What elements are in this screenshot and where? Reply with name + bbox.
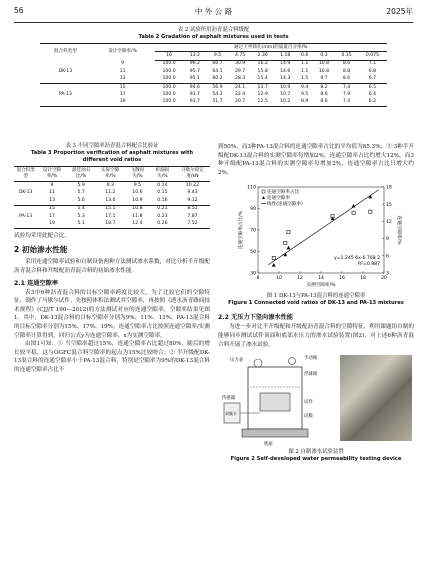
t2-cell: 10.8	[318, 61, 330, 67]
page-number: 56	[14, 6, 24, 15]
t2-header-group: 通过下列筛孔(mm)的质量百分率/%	[155, 44, 387, 52]
t3-cell: 10.9	[132, 197, 143, 203]
label-pedestal: 底座	[264, 442, 273, 448]
t2-cell: 60.2	[212, 76, 223, 82]
table3	[14, 166, 210, 229]
x-tick-label: 8	[256, 276, 260, 282]
t3-cell: 9.5	[133, 183, 142, 188]
t3-cell: 12.4	[132, 220, 143, 226]
table-row	[40, 83, 387, 91]
t2-cell: 30.9	[234, 61, 246, 67]
t3-cell: 0.14	[157, 183, 168, 188]
t2-cell: 1.1	[300, 61, 309, 67]
data-point-ratio	[272, 257, 275, 260]
data-point-ratio	[287, 231, 290, 234]
fit-equation: y=1.245 6x-6.768 2	[333, 256, 380, 262]
y-right-axis-label: 连通空隙率/%	[396, 215, 401, 245]
t2-cell: 14.3	[280, 76, 291, 82]
t2-cell: 22.4	[234, 91, 246, 97]
t2-void-cell: 17	[119, 91, 126, 97]
t2-cell: 15.4	[257, 76, 268, 82]
figure1-caption-en: Figure 1 Connected void ratios of DK-13 and PA-13 mixtures	[228, 300, 404, 307]
t2-cell: 8.6	[342, 76, 351, 82]
t3-cell: 5.3	[77, 213, 85, 219]
table-row	[14, 220, 210, 228]
legend-label: 连通空隙率	[267, 196, 290, 202]
t2-cell: 12.5	[257, 99, 268, 105]
legend-label: 连通空隙率占比	[267, 190, 300, 196]
t2-cell: 14.9	[280, 61, 291, 67]
y-left-tick-label: 90	[250, 207, 256, 213]
label-mold: 试模	[304, 414, 313, 420]
t2-sieve-header: 2.36	[251, 52, 274, 60]
t2-sieve-header: 1.18	[274, 52, 297, 60]
y-left-tick-label: 50	[250, 250, 256, 256]
t2-cell: 93.7	[189, 91, 200, 97]
t2-cell: 51.7	[212, 99, 223, 105]
t2-cell: 7.4	[342, 84, 351, 90]
data-point-connected	[272, 263, 276, 267]
t2-cell: 94.6	[189, 84, 200, 90]
t3-cell: 9.43	[187, 190, 198, 196]
t2-cell: 8.2	[320, 84, 328, 90]
fit-r2: R²=0.987	[357, 262, 380, 268]
y-right-tick-label: 18	[386, 185, 392, 191]
table3-caption-en: Table 3 Proportion verification of asphalt mixtures with different void ratios	[30, 150, 194, 163]
t2-cell: 100.0	[162, 76, 176, 82]
t3-cell: 10.6	[132, 190, 143, 196]
t2-cell: 100.0	[162, 84, 176, 90]
t3-header: 实际空隙率/%	[96, 167, 125, 182]
table2-caption-cn: 表 2 试验所用沥青混合料级配	[177, 27, 250, 33]
table-row	[14, 213, 210, 220]
paragraph-2-1: 表3中6种沥青混合料的目标空隙率跨度比较大，为了比较它们的空隙特征，制作了马歇尔试件。先按照体积法测试其空隙率，再按照《透水沥青路面技术规程》(CJJ/T 190—2012)的方法测试对应的连通空隙率，空隙率结果见图1。其中，DK-13混合料的目标空隙率分别为9%、11%、13%，PA-13混合料的目标空隙率分别为15%、17%、19%；连通空隙率占比按照连通空隙率/实测空隙率计算得到，回归公式y为连通空隙率，x为实测空隙率。	[14, 289, 210, 339]
t3-header: 析漏损失/%	[150, 167, 175, 182]
t2-sieve-header: 4.75	[229, 52, 252, 60]
figure1-container	[218, 181, 414, 293]
table2	[40, 43, 387, 107]
t3-cell: 0.16	[157, 197, 168, 203]
t2-void-cell: 13	[119, 76, 126, 82]
t2-cell: 8.8	[342, 68, 351, 74]
t3-cell: 5.6	[77, 197, 85, 203]
t2-cell: 16.2	[257, 61, 268, 67]
t2-cell: 56.9	[212, 84, 223, 90]
label-float-valve: 浮球阀	[304, 372, 318, 378]
t3-cell: 10.22	[185, 183, 200, 188]
y-right-tick-label: 9	[386, 237, 389, 243]
t3-cell: 9.12	[187, 197, 198, 203]
label-pressure-gauge: 压力表	[230, 358, 244, 364]
t2-cell: 6.5	[368, 84, 377, 90]
y-right-tick-label: 3	[386, 271, 389, 277]
y-right-tick-label: 6	[386, 254, 389, 260]
table-row	[40, 91, 387, 98]
figure2-caption-en: Figure 2 Self-developed water permeability testing device	[230, 456, 402, 463]
t3-cell: 11.8	[132, 213, 143, 219]
t3-cell: 15	[49, 206, 55, 212]
t3-cell: 8.51	[187, 206, 198, 212]
t2-group-name: DK-13	[58, 68, 73, 74]
t3-cell: 17.1	[105, 213, 116, 219]
legend-marker-triangle	[262, 196, 265, 199]
t2-cell: 100.0	[162, 61, 176, 67]
subsection-heading-2-1: 2.1 连通空隙率	[14, 279, 59, 287]
t3-cell: 5.1	[77, 220, 85, 226]
t2-cell: 64.1	[212, 68, 223, 74]
subsection-heading-2-2: 2.2 无压力下竖向渗水性能	[218, 314, 293, 322]
legend-marker-square	[262, 190, 265, 193]
label-specimen: 试件	[304, 400, 313, 406]
t3-cell: 9	[50, 183, 54, 188]
t2-cell: 7.1	[368, 61, 377, 67]
t3-cell: 0.15	[157, 190, 168, 196]
table-row	[14, 197, 210, 205]
figure2-caption-cn: 图 2 自制渗水试验装置	[288, 449, 344, 456]
t3-cell: 7.87	[187, 213, 198, 219]
t2-group-name: PA-13	[58, 91, 72, 97]
t3-cell: 0.23	[157, 213, 168, 219]
t2-void-cell: 19	[119, 99, 126, 105]
journal-year: 2025年	[386, 7, 413, 16]
t2-sieve-header: 0.15	[335, 52, 358, 60]
t2-cell: 8.9	[300, 99, 309, 105]
figure1-chart	[218, 181, 414, 293]
x-tick-label: 20	[381, 276, 387, 282]
data-point-ratio	[352, 212, 355, 215]
t2-sieve-header: 13.2	[184, 52, 207, 60]
figure1-caption-cn: 图 1 DK-13与PA-13混合料的连通空隙率	[266, 293, 366, 300]
t3-cell: 11	[49, 190, 55, 196]
t3-cell: 15.1	[105, 206, 116, 212]
table-row	[14, 205, 210, 213]
t2-cell: 15.8	[257, 68, 268, 74]
figure2-container	[218, 353, 414, 449]
figure2-schematic	[220, 353, 336, 449]
t3-cell: 11.2	[105, 190, 116, 196]
t2-cell: 100.0	[162, 68, 176, 74]
t2-cell: 95.1	[189, 76, 200, 82]
t2-sieve-header: 0.075	[358, 52, 387, 60]
t2-cell: 9.5	[300, 91, 309, 97]
t2-cell: 9.7	[320, 76, 328, 82]
paragraph-after-table3: 试验均采用此配合比。	[14, 232, 70, 239]
y-left-tick-label: 30	[250, 271, 256, 277]
t2-cell: 6.8	[368, 68, 377, 74]
t3-cell: 0.26	[157, 220, 168, 226]
paragraph-2-2: 为进一步对比半开级配和开级配沥青混合料的空隙特征，利用课题组自制的能够同步测试试件顶面和底部水压力的渗水试验装置(图2)，对上述6种沥青混合料开展了渗水试验。	[218, 324, 414, 348]
t3-cell: 7.52	[187, 220, 198, 226]
t3-cell: 5.9	[77, 183, 85, 188]
t2-sieve-header: 9.5	[206, 52, 229, 60]
t2-cell: 10.9	[280, 84, 291, 90]
section-heading-2: 2 初始渗水性能	[14, 245, 68, 255]
paragraph-2-1-result: 由图1可知：① 当空隙率超过15%，连通空隙率占比超过80%，随后的增长较平稳，这与OGFC混合料空隙率的起点为15%比较吻合；② 半开级配DK-13混合料的连通空隙率小于PA-13混合料，特别是空隙率为9%的DK-13混合料的连通空隙率占比不	[14, 341, 210, 373]
t3-cell: 19	[49, 220, 55, 226]
t3-cell: 10.8	[132, 206, 143, 212]
t2-cell: 96.2	[189, 61, 200, 67]
x-tick-label: 16	[339, 276, 345, 282]
t3-cell: 13	[49, 197, 55, 203]
t3-header: 混合料类型	[14, 167, 37, 182]
t2-cell: 1.1	[300, 68, 309, 74]
t2-cell: 6.7	[368, 76, 377, 82]
t2-void-cell: 15	[119, 84, 126, 90]
right-column	[218, 143, 414, 463]
y-right-tick-label: 15	[386, 203, 392, 209]
t3-cell: 18.7	[105, 220, 116, 226]
t3-header: 设计空隙率/%	[37, 167, 66, 182]
data-point-ratio	[369, 211, 372, 214]
t2-sieve-header: 16	[155, 52, 184, 60]
label-collector: 采集卡	[225, 411, 237, 417]
t3-header: 马歇尔稳定度/kN	[175, 167, 210, 182]
table-row	[40, 68, 387, 75]
t2-cell: 6.2	[368, 99, 377, 105]
paragraph-intro: 采用连通空隙率试验和自制设备两种方法测试渗水系数，对比分析半开级配沥青混合料和开级配沥青混合料的初始渗水性能。	[14, 259, 210, 274]
t2-cell: 10.2	[280, 99, 291, 105]
t2-cell: 10.7	[280, 91, 291, 97]
t2-cell: 12.9	[257, 91, 268, 97]
t3-cell: 9.3	[106, 183, 114, 188]
t2-void-cell: 9	[121, 61, 125, 67]
t2-header-void: 设计空隙率/%	[91, 44, 155, 61]
table-row	[40, 60, 387, 68]
t2-cell: 7.4	[342, 99, 351, 105]
y-left-axis-label: 连通空隙率占比/%	[239, 211, 244, 250]
device-photo	[340, 355, 412, 441]
table3-caption-cn: 表 3 不同空隙率沥青混合料配合比验证	[65, 143, 159, 149]
t2-header-type: 混合料类型	[40, 44, 91, 61]
t3-header: 最佳油石比/%	[67, 167, 96, 182]
pressure-gauge-icon	[254, 359, 262, 367]
t2-void-cell: 11	[119, 68, 126, 74]
t2-cell: 8.6	[320, 91, 328, 97]
t2-cell: 9.4	[300, 84, 309, 90]
t2-cell: 20.7	[234, 99, 246, 105]
t3-header: 飞散损失/%	[125, 167, 150, 182]
y-left-tick-label: 70	[250, 228, 256, 234]
table2-caption-en: Table 2 Gradation of asphalt mixtures used in tests	[138, 34, 289, 40]
paragraph-right-top: 到50%，而3种PA-13混合料的连通空隙率占比的平均值为85.3%；③ 3种半开级配DK-13混合料的实测空隙率每增加2%，连通空隙率占比约增大12%，而3种开级配PA-13混合料的实测空隙率每增加2%，连通空隙率占比只增大约2%。	[218, 144, 414, 176]
t2-cell: 8.6	[320, 99, 328, 105]
t2-cell: 100.0	[162, 91, 176, 97]
table2-block	[40, 27, 387, 107]
t2-cell: 54.3	[212, 91, 223, 97]
t3-cell: 5.4	[77, 206, 85, 212]
table-row	[40, 99, 387, 107]
data-point-ratio	[284, 242, 287, 245]
t3-group-name: DK-13	[18, 190, 33, 196]
t2-sieve-header: 0.6	[297, 52, 313, 60]
journal-name: 中 外 公 路	[194, 7, 233, 16]
t2-cell: 7.9	[342, 91, 351, 97]
table-row	[14, 182, 210, 190]
valve-icon	[289, 358, 296, 365]
t3-cell: 0.21	[157, 206, 168, 212]
t3-cell: 13.0	[105, 197, 116, 203]
t2-cell: 10.8	[318, 68, 330, 74]
t3-cell: 17	[49, 213, 55, 219]
x-tick-label: 12	[297, 276, 303, 282]
t2-cell: 6.4	[368, 91, 377, 97]
table-row	[14, 190, 210, 197]
t2-cell: 13.7	[257, 84, 268, 90]
t2-cell: 66.7	[212, 61, 223, 67]
legend-label: 线性(连通空隙率)	[267, 202, 303, 208]
t2-cell: 93.7	[189, 99, 200, 105]
t2-sieve-header: 0.3	[313, 52, 336, 60]
x-axis-label: 实测空隙率/%	[306, 283, 336, 289]
x-tick-label: 14	[318, 276, 324, 282]
x-tick-label: 18	[360, 276, 366, 282]
x-tick-label: 10	[276, 276, 282, 282]
data-point-connected	[286, 246, 290, 250]
device-pedestal	[242, 429, 308, 437]
table-row	[40, 76, 387, 84]
label-sensor: 传感器	[222, 396, 236, 402]
t2-cell: 29.7	[234, 68, 246, 74]
t2-cell: 8.6	[342, 61, 351, 67]
t2-cell: 95.7	[189, 68, 200, 74]
left-column	[14, 143, 210, 374]
label-water-inlet: 手动阀	[304, 356, 318, 362]
t2-cell: 100.0	[162, 99, 176, 105]
y-right-tick-label: 12	[386, 220, 392, 226]
page-header	[14, 6, 413, 20]
t2-cell: 28.3	[234, 76, 246, 82]
t3-group-name: PA-13	[19, 213, 33, 219]
header-rule	[14, 22, 413, 23]
t2-cell: 24.1	[234, 84, 246, 90]
t2-cell: 1.5	[300, 76, 309, 82]
y-left-tick-label: 110	[247, 185, 256, 191]
t2-cell: 14.6	[280, 68, 291, 74]
t3-cell: 5.7	[77, 190, 85, 196]
device-specimen	[260, 393, 290, 411]
